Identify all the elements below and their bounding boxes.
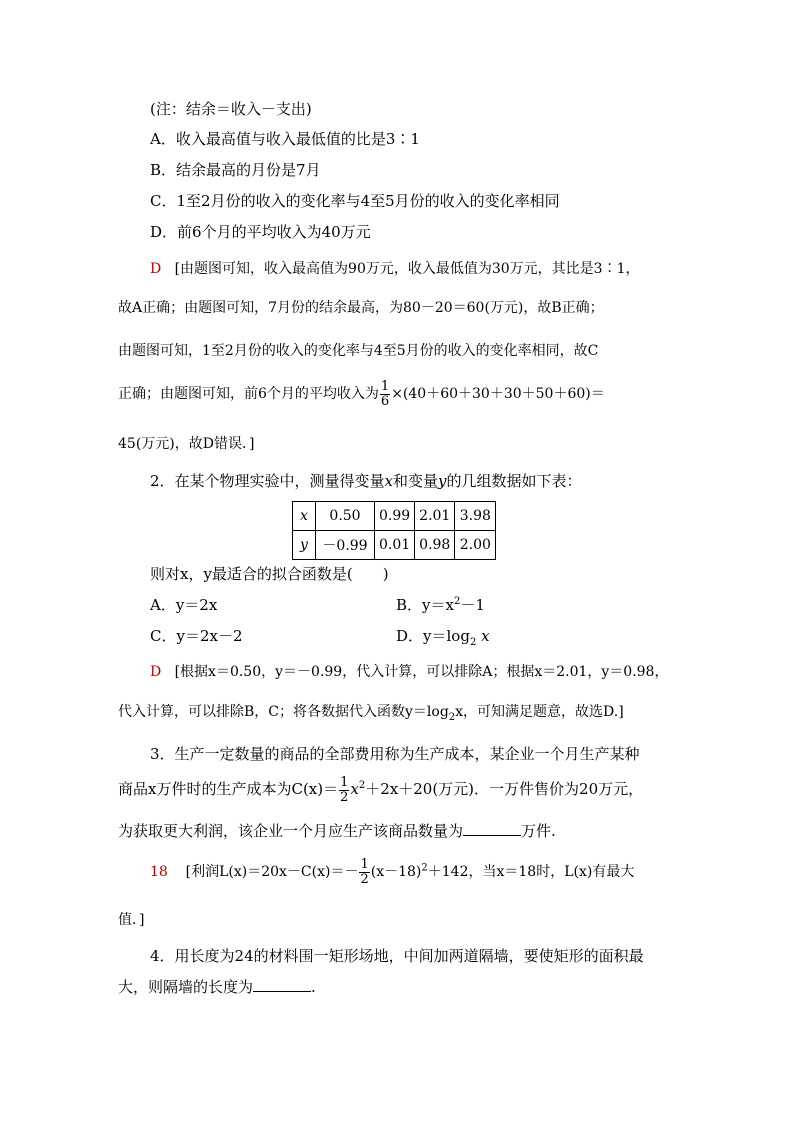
table-row bbox=[293, 502, 496, 531]
table-cell: 2.00 bbox=[455, 531, 496, 560]
q2-option-a: A．y＝2x bbox=[150, 596, 218, 614]
table-cell: 2.01 bbox=[415, 502, 455, 531]
answer-blank bbox=[463, 821, 521, 836]
q1-option-a: A．收入最高值与收入最低值的比是3∶1 bbox=[150, 130, 420, 148]
q1-solution-line-2: 故A正确；由题图可知，7月份的结余最高，为80－20＝60(万元)，故B正确； bbox=[118, 300, 604, 316]
subscript: 2 bbox=[448, 711, 456, 723]
fraction-denominator: 6 bbox=[380, 393, 390, 409]
table-header-y: y bbox=[293, 531, 316, 560]
q1-option-c: C．1至2月份的收入的变化率与4至5月份的收入的变化率相同 bbox=[150, 192, 560, 210]
table-row bbox=[293, 531, 496, 560]
table-cell: 3.98 bbox=[455, 502, 496, 531]
table-cell: －0.99 bbox=[316, 531, 375, 560]
q2-option-b-text-post: －1 bbox=[460, 596, 485, 614]
fraction-denominator: 2 bbox=[360, 871, 369, 887]
superscript: 2 bbox=[453, 596, 461, 607]
q3-line-3 bbox=[118, 821, 556, 841]
q2-solution-line-2 bbox=[118, 702, 624, 722]
var-x: x bbox=[350, 780, 359, 798]
q1-solution-line-5: 45(万元)，故D错误．] bbox=[118, 436, 255, 452]
q1-answer: D bbox=[150, 261, 162, 277]
q2-option-c: C．y＝2x－2 bbox=[150, 627, 243, 645]
fraction-numerator: 1 bbox=[380, 378, 390, 394]
q1-option-b: B．结余最高的月份是7月 bbox=[150, 161, 321, 179]
table-cell: 0.01 bbox=[375, 531, 415, 560]
q3-line-3-text: 为获取更大利润，该企业一个月应生产该商品数量为 bbox=[118, 822, 464, 840]
q1-solution-text-1: [由题图可知，收入最高值为90万元，收入最低值为30万元，其比是3∶1， bbox=[174, 261, 640, 277]
data-table bbox=[292, 501, 496, 560]
q2-stem-text-post: 的几组数据如下表： bbox=[446, 472, 582, 490]
q2-solution-line-1 bbox=[150, 662, 668, 682]
q1-solution-line-3: 由题图可知，1至2月份的收入的变化率与4至5月份的收入的变化率相同，故C bbox=[118, 343, 599, 359]
q3-line-3-text-post: 万件. bbox=[521, 822, 556, 840]
q2-option-d bbox=[396, 626, 490, 646]
q4-line-1: 4．用长度为24的材料围一矩形场地，中间加两道隔墙，要使矩形的面积最 bbox=[150, 947, 644, 965]
q4-line-2-text-post: . bbox=[311, 978, 316, 996]
q1-solution-line-1 bbox=[150, 259, 640, 279]
q2-option-b-text: B．y＝x bbox=[396, 596, 454, 614]
table-header-x: x bbox=[293, 502, 316, 531]
q2-stem-text: 2．在某个物理实验中，测量得变量 bbox=[150, 472, 385, 490]
fraction-numerator: 1 bbox=[340, 774, 349, 790]
q3-solution-text-mid: (x－18) bbox=[370, 864, 422, 880]
fraction bbox=[380, 380, 390, 409]
q3-solution-line-2: 值．] bbox=[118, 912, 145, 928]
fraction bbox=[339, 776, 349, 805]
q2-stem bbox=[150, 471, 582, 491]
q1-note: (注：结余＝收入－支出) bbox=[150, 100, 312, 118]
fraction bbox=[359, 858, 369, 887]
q2-option-b bbox=[396, 595, 485, 615]
q4-line-2-text: 大，则隔墙的长度为 bbox=[118, 978, 254, 996]
q2-solution-text-2b: x，可知满足题意，故选D.] bbox=[455, 704, 624, 720]
table-cell: 0.99 bbox=[375, 502, 415, 531]
q2-option-d-text-post: x bbox=[481, 627, 490, 645]
q3-line-2-text-post: ＋2x＋20(万元)．一万件售价为20万元， bbox=[365, 780, 644, 798]
superscript: 2 bbox=[421, 862, 428, 874]
fraction-denominator: 2 bbox=[340, 789, 349, 805]
table-cell: 0.98 bbox=[415, 531, 455, 560]
q2-solution-text-1: [根据x＝0.50，y＝－0.99，代入计算，可以排除A；根据x＝2.01，y＝0.98， bbox=[174, 664, 669, 680]
q2-stem-text-mid: 和变量 bbox=[393, 472, 439, 490]
q3-line-2 bbox=[118, 772, 643, 806]
var-y: y bbox=[438, 472, 447, 490]
q3-solution-text-post: ＋142，当x＝18时，L(x)有最大 bbox=[427, 864, 635, 880]
q3-solution-line-1 bbox=[150, 856, 634, 888]
q3-line-1: 3．生产一定数量的商品的全部费用称为生产成本，某企业一个月生产某种 bbox=[150, 745, 640, 763]
q1-solution-line-4 bbox=[118, 378, 605, 410]
answer-blank bbox=[253, 977, 311, 992]
q1-option-d: D．前6个月的平均收入为40万元 bbox=[150, 223, 371, 241]
table-cell: 0.50 bbox=[316, 502, 375, 531]
q2-answer: D bbox=[150, 664, 162, 680]
q4-line-2 bbox=[118, 977, 316, 997]
q1-solution-text-4: 正确；由题图可知，前6个月的平均收入为 bbox=[118, 386, 379, 402]
fraction-numerator: 1 bbox=[360, 856, 369, 872]
q3-solution-text: [利润L(x)＝20x－C(x)＝－ bbox=[185, 864, 359, 880]
q2-question: 则对x，y最适合的拟合函数是( ) bbox=[150, 565, 389, 583]
q3-line-2-text: 商品x万件时的生产成本为C(x)＝ bbox=[118, 780, 339, 798]
q3-answer: 18 bbox=[150, 864, 168, 880]
subscript: 2 bbox=[469, 637, 477, 648]
q2-solution-text-2: 代入计算，可以排除B，C；将各数据代入函数y＝log bbox=[118, 704, 449, 720]
q2-option-d-text: D．y＝log bbox=[396, 627, 470, 645]
superscript: 2 bbox=[358, 780, 366, 791]
q1-solution-text-4b: ×(40＋60＋30＋30＋50＋60)＝ bbox=[391, 386, 605, 402]
var-x: x bbox=[384, 472, 394, 490]
